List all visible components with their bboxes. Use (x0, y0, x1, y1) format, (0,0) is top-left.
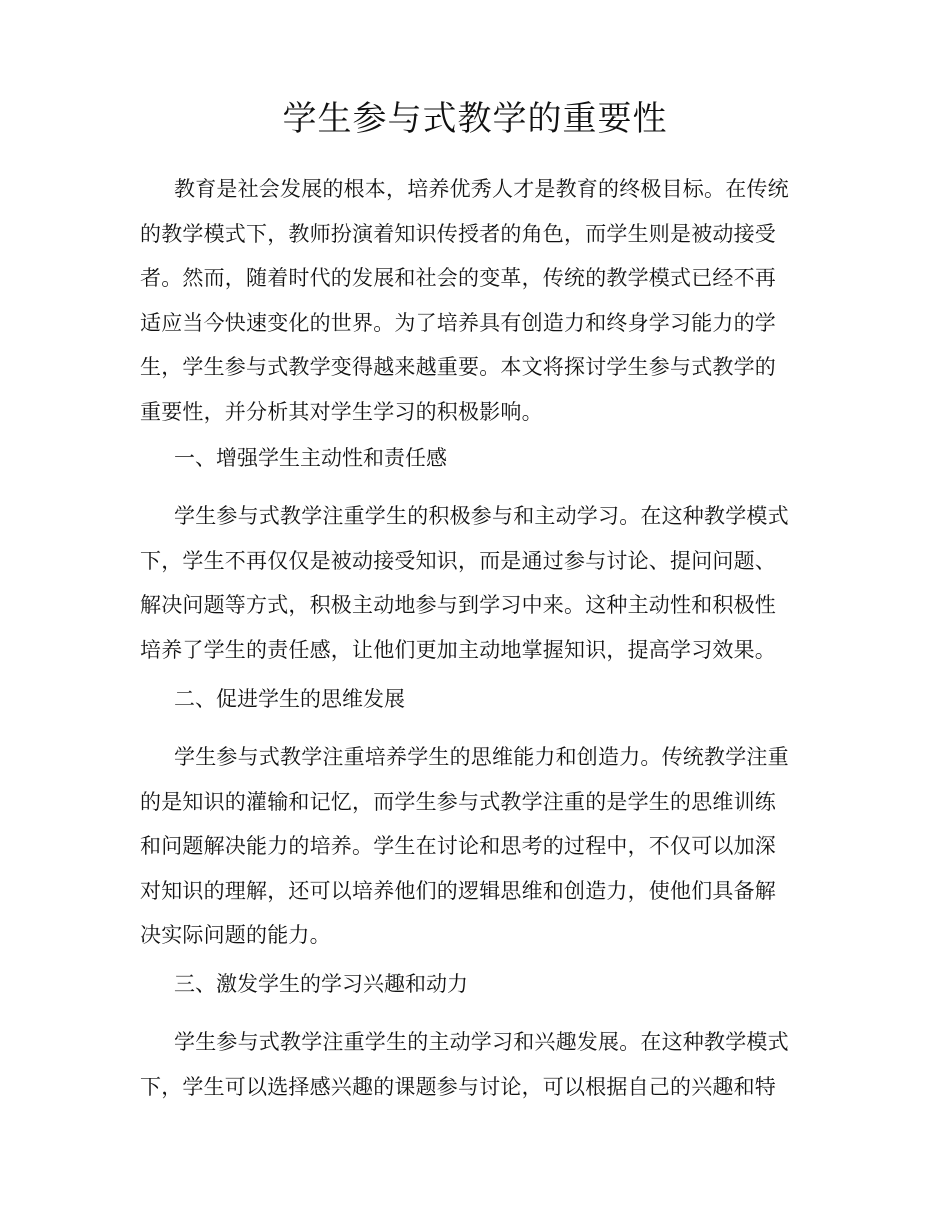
section-heading: 二、促进学生的思维发展 (174, 687, 405, 711)
paragraph-line: 学生参与式教学注重培养学生的思维能力和创造力。传统教学注重 (174, 745, 789, 769)
paragraph-line: 的是知识的灌输和记忆，而学生参与式教学注重的是学生的思维训练 (140, 789, 776, 814)
section-heading: 一、增强学生主动性和责任感 (174, 446, 447, 470)
paragraph-line: 决实际问题的能力。 (140, 923, 331, 947)
paragraph-line: 的教学模式下，教师扮演着知识传授者的角色，而学生则是被动接受 (140, 221, 776, 246)
paragraph-line: 适应当今快速变化的世界。为了培养具有创造力和终身学习能力的学 (140, 310, 776, 335)
paragraph-line: 下，学生不再仅仅是被动接受知识，而是通过参与讨论、提问问题、 (140, 548, 776, 573)
document-title: 学生参与式教学的重要性 (282, 99, 668, 139)
section-paragraph (140, 1020, 812, 1109)
paragraph-line: 解决问题等方式，积极主动地参与到学习中来。这种主动性和积极性 (140, 593, 776, 617)
section-paragraph (140, 735, 812, 958)
intro-paragraph (140, 167, 812, 434)
paragraph-line: 对知识的理解，还可以培养他们的逻辑思维和创造力，使他们具备解 (140, 878, 776, 903)
paragraph-line: 者。然而，随着时代的发展和社会的变革，传统的教学模式已经不再 (140, 266, 776, 290)
paragraph-line: 和问题解决能力的培养。学生在讨论和思考的过程中，不仅可以加深 (140, 834, 776, 858)
section-paragraph (140, 494, 812, 672)
paragraph-line: 教育是社会发展的根本，培养优秀人才是教育的终极目标。在传统 (174, 177, 789, 201)
section-heading: 三、激发学生的学习兴趣和动力 (174, 972, 468, 996)
paragraph-line: 生，学生参与式教学变得越来越重要。本文将探讨学生参与式教学的 (140, 355, 776, 379)
paragraph-line: 学生参与式教学注重学生的积极参与和主动学习。在这种教学模式 (174, 504, 789, 528)
paragraph-line: 培养了学生的责任感，让他们更加主动地掌握知识，提高学习效果。 (140, 637, 776, 662)
paragraph-line: 学生参与式教学注重学生的主动学习和兴趣发展。在这种教学模式 (174, 1030, 789, 1054)
paragraph-line: 下，学生可以选择感兴趣的课题参与讨论，可以根据自己的兴趣和特 (140, 1074, 776, 1099)
paragraph-line: 重要性，并分析其对学生学习的积极影响。 (140, 399, 543, 424)
